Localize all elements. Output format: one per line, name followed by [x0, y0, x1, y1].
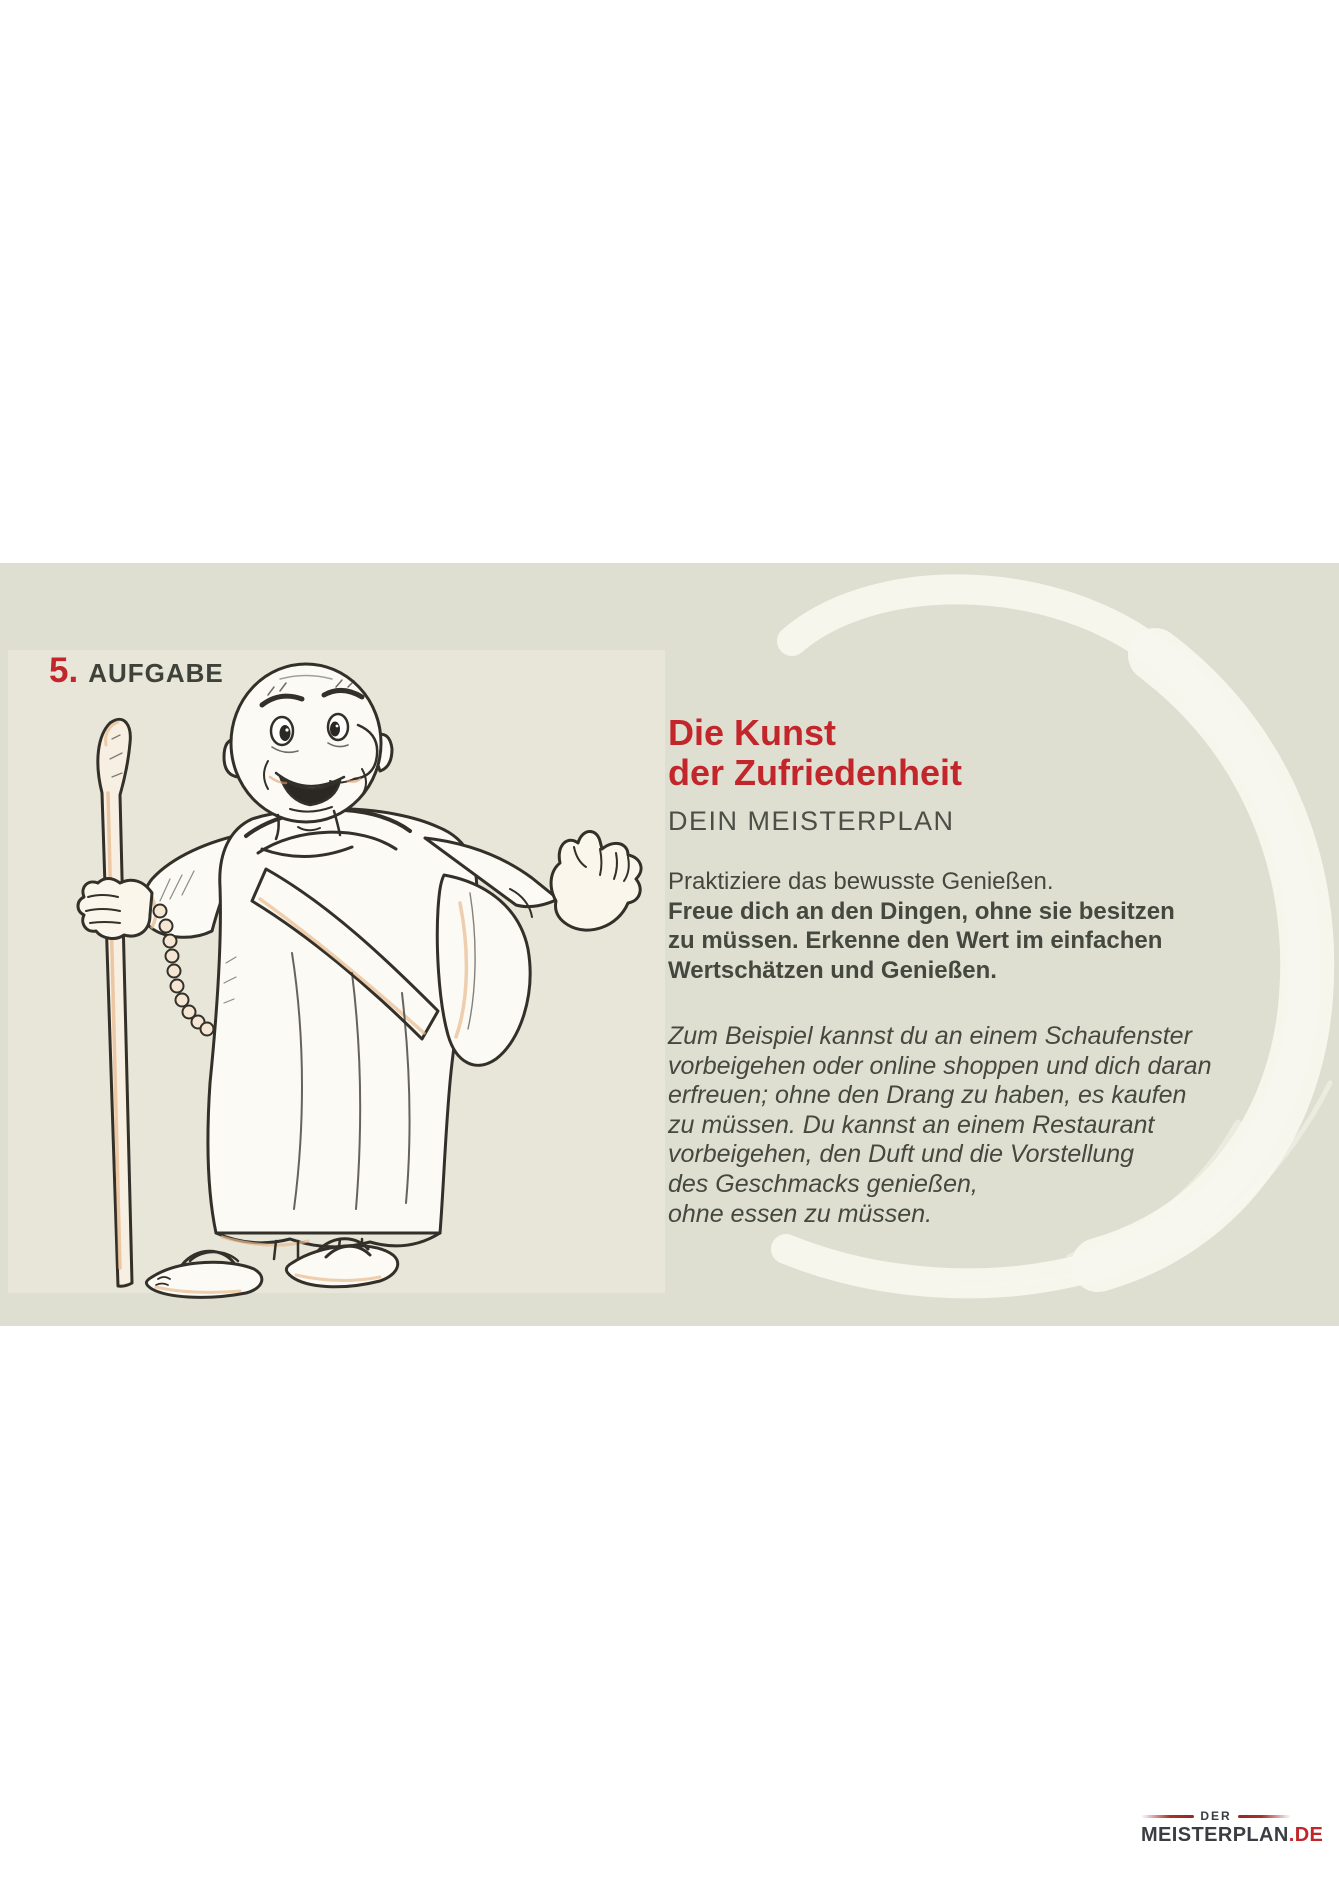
emphasis-line-2: zu müssen. Erkenne den Wert im einfachen	[668, 927, 1163, 954]
monk-staff	[98, 719, 132, 1286]
monk-sandals	[146, 1239, 397, 1298]
emphasis-line-1: Freue dich an den Dingen, ohne sie besitzen	[668, 897, 1175, 925]
logo-rule-left	[1141, 1815, 1194, 1818]
task-label: AUFGABE	[88, 658, 224, 688]
example-line-3: erfreuen; ohne den Drang zu haben, es kaufen	[668, 1081, 1187, 1110]
meisterplan-logo	[1141, 1809, 1324, 1847]
emphasis-line-3: Wertschätzen und Genießen.	[668, 956, 997, 984]
page-title	[668, 713, 1268, 793]
monk-illustration	[40, 643, 640, 1289]
example-line-6: des Geschmacks genießen,	[668, 1169, 978, 1198]
title-line-2: der Zufriedenheit	[668, 752, 963, 793]
example-paragraph	[668, 1022, 1268, 1229]
example-line-2: vorbeigehen oder online shoppen und dich daran	[668, 1051, 1212, 1080]
text-column	[668, 713, 1268, 1229]
monk-open-hand	[551, 831, 641, 930]
example-line-4: zu müssen. Du kannst an einem Restaurant	[668, 1110, 1155, 1139]
subtitle: DEIN MEISTERPLAN	[668, 806, 955, 836]
intro-paragraph	[668, 867, 1268, 985]
example-line-5: vorbeigehen, den Duft und die Vorstellung	[668, 1140, 1135, 1169]
monk-robe	[208, 809, 477, 1247]
logo-top-row	[1141, 1809, 1291, 1823]
title-line-1: Die Kunst	[668, 712, 837, 753]
example-line-7: ohne essen zu müssen.	[668, 1199, 933, 1228]
task-number: 5.	[49, 651, 79, 690]
logo-der-text: DER	[1200, 1809, 1232, 1823]
content-band	[0, 563, 1339, 1846]
logo-rule-right	[1238, 1815, 1291, 1818]
example-line-1: Zum Beispiel kannst du an einem Schaufenster	[668, 1022, 1192, 1050]
logo-wordmark	[1141, 1824, 1324, 1847]
intro-line: Praktiziere das bewusste Genießen.	[668, 868, 1054, 895]
logo-name: MEISTERPLAN	[1141, 1824, 1289, 1846]
logo-tld: .DE	[1288, 1824, 1324, 1846]
